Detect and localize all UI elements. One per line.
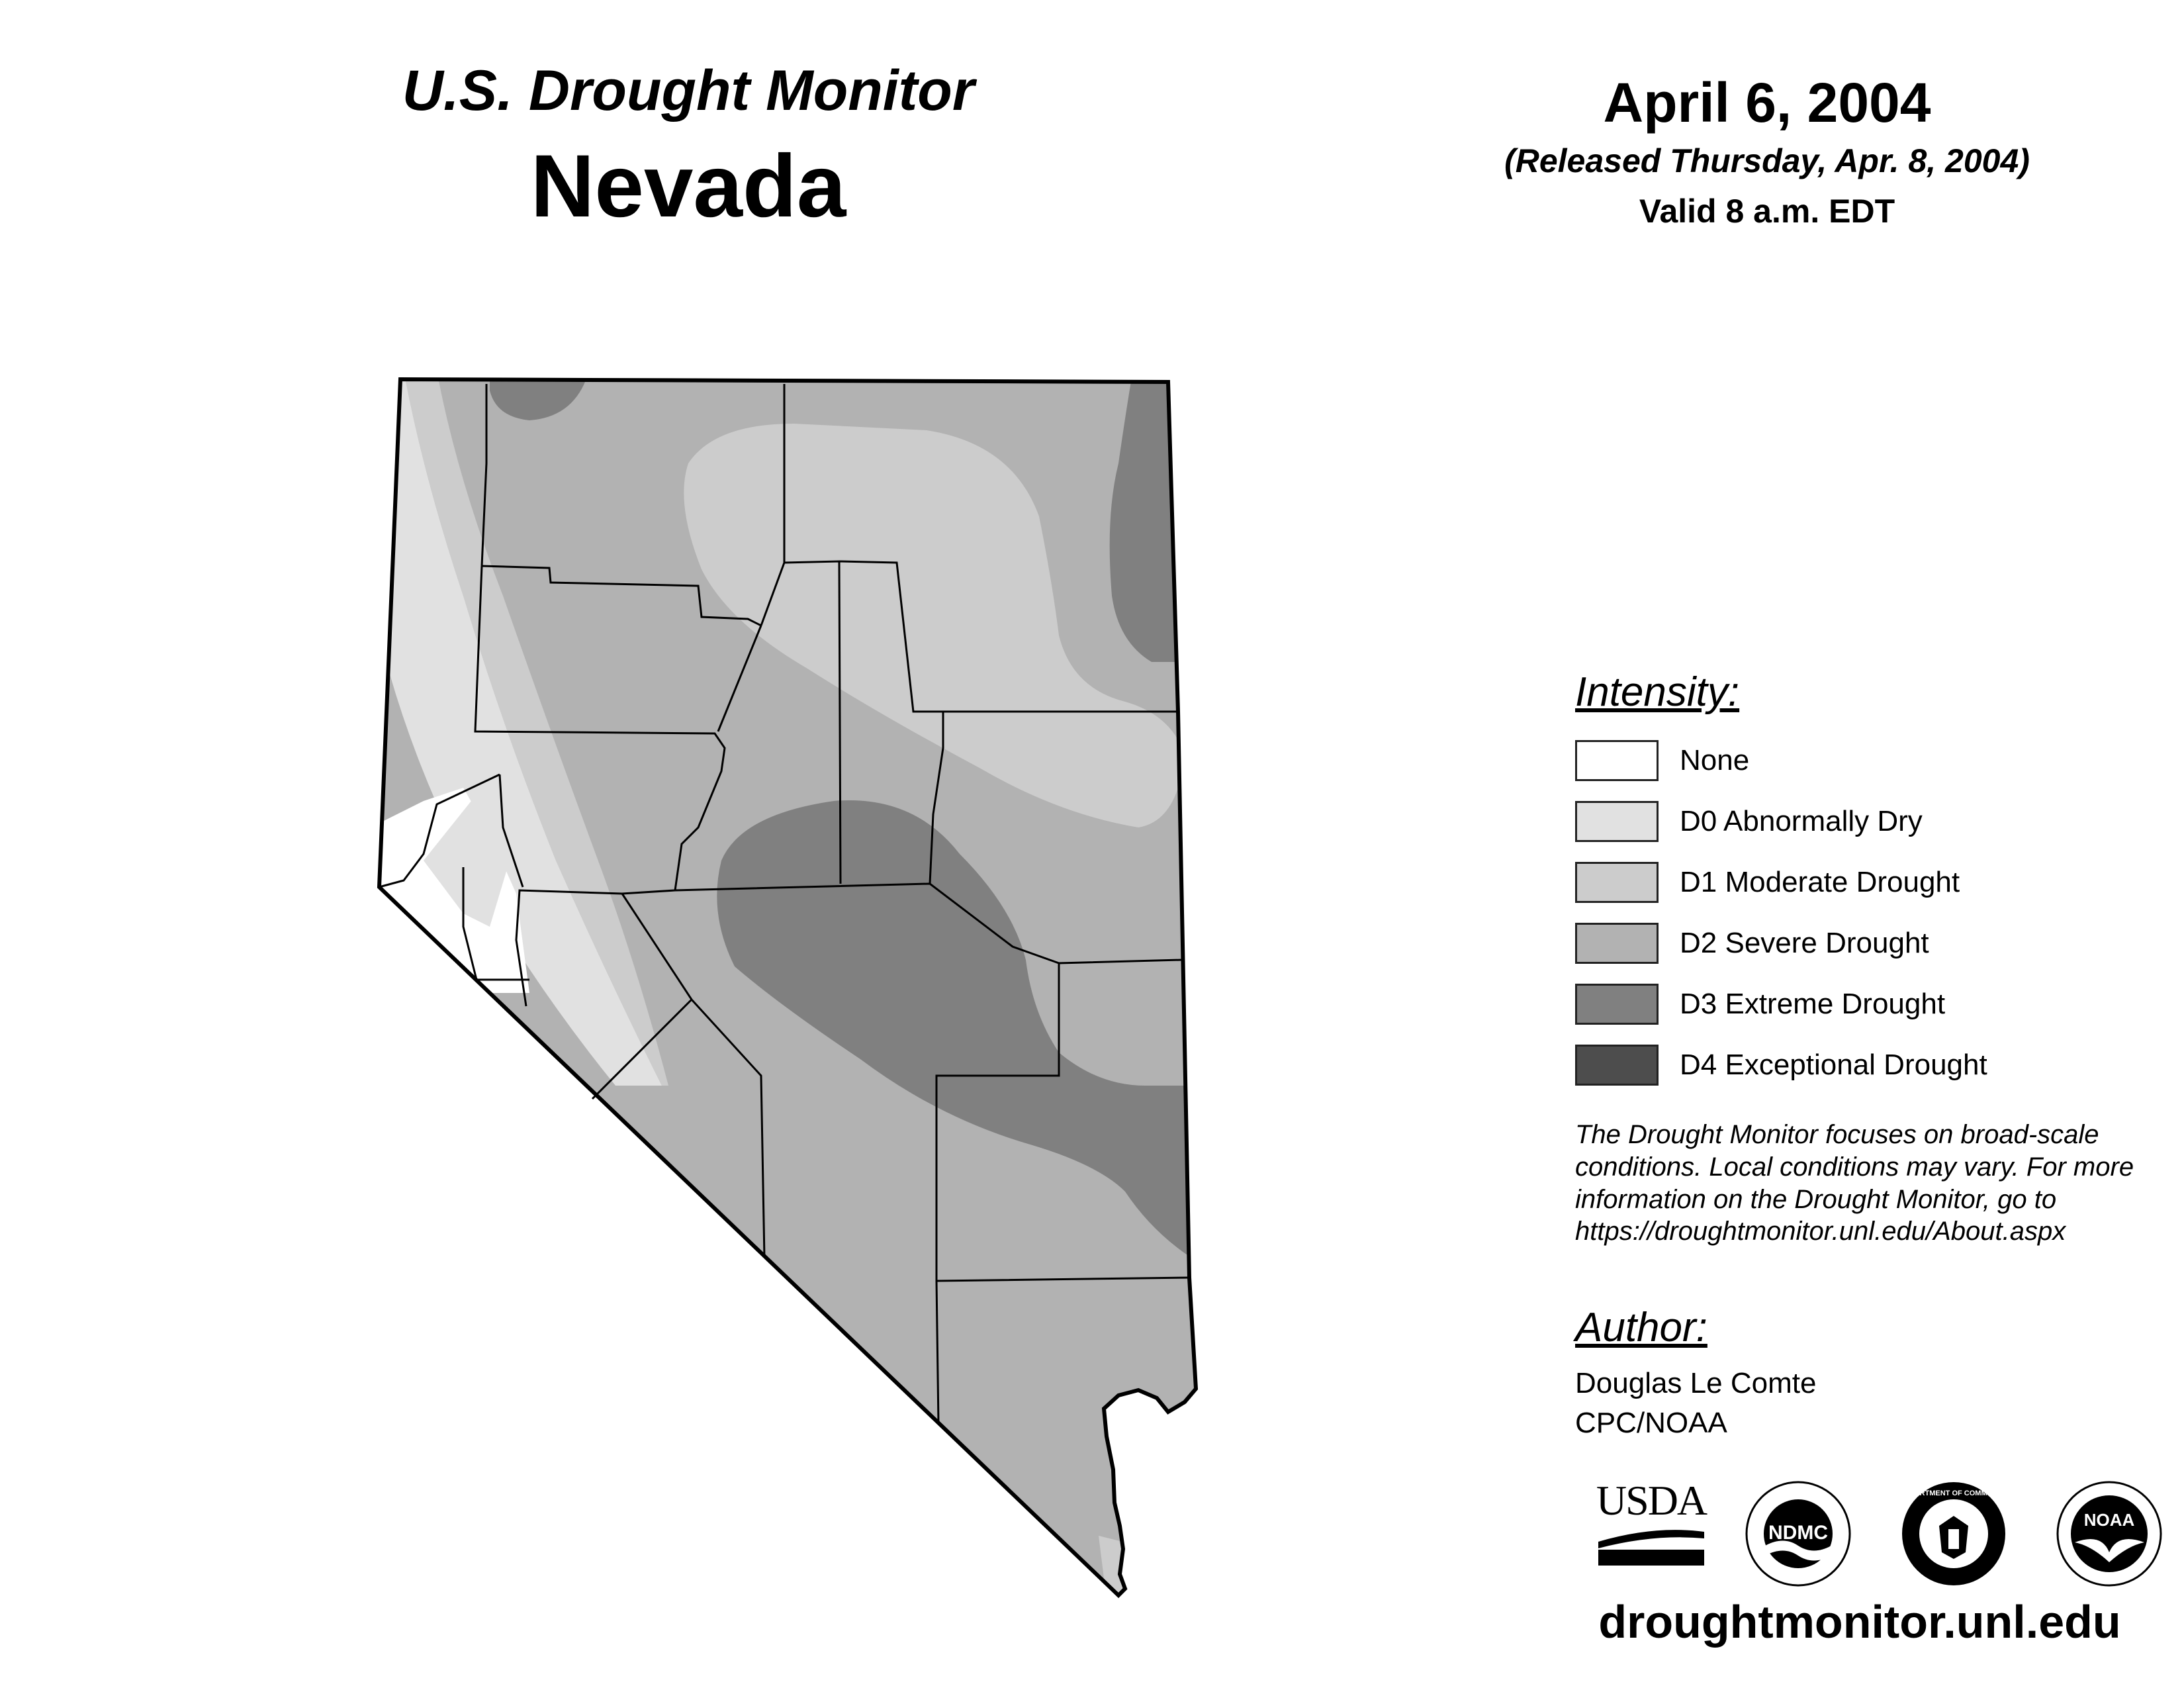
commerce-logo-text: DEPARTMENT OF COMMERCE: [1899, 1489, 2008, 1497]
legend-swatch: [1575, 801, 1659, 842]
legend-label: None: [1680, 744, 1750, 776]
legend-swatch: [1575, 923, 1659, 964]
usda-logo: [1595, 1479, 1707, 1566]
ndmc-logo: [1744, 1479, 1853, 1589]
legend-item-d1: [1575, 852, 2171, 913]
noaa-logo-text: NOAA: [2083, 1510, 2135, 1530]
legend-item-d4: [1575, 1035, 2171, 1096]
legend-label: D0 Abnormally Dry: [1680, 805, 1923, 837]
legend-swatch: [1575, 740, 1659, 781]
author-org: CPC/NOAA: [1575, 1407, 1727, 1439]
disclaimer-note: The Drought Monitor focuses on broad-scale conditions. Local conditions may vary. For more information on the Drought Monitor, go to https://droughtmonitor.unl.edu/About.aspx: [1575, 1120, 2134, 1246]
commerce-logo: [1899, 1479, 2009, 1589]
noaa-logo: [2055, 1479, 2164, 1589]
legend-item-d0: [1575, 791, 2171, 852]
legend-heading: Intensity:: [1575, 669, 1740, 715]
legend-label: D4 Exceptional Drought: [1680, 1049, 1987, 1081]
state-title: Nevada: [530, 137, 846, 236]
legend-item-d2: [1575, 913, 2171, 974]
legend-item-d3: [1575, 974, 2171, 1035]
legend-swatch: [1575, 862, 1659, 903]
legend-label: D1 Moderate Drought: [1680, 866, 1960, 898]
product-title: U.S. Drought Monitor: [402, 59, 975, 122]
legend-item-none: [1575, 730, 2171, 791]
legend-swatch: [1575, 1045, 1659, 1086]
release-date: (Released Thursday, Apr. 8, 2004): [1504, 142, 2030, 179]
author-name: Douglas Le Comte: [1575, 1367, 1817, 1399]
legend-label: D2 Severe Drought: [1680, 927, 1929, 959]
author-heading: Author:: [1575, 1305, 1707, 1350]
usda-logo-text: USDA: [1596, 1477, 1707, 1524]
ndmc-logo-text: NDMC: [1768, 1522, 1828, 1544]
date-block: [1430, 70, 2105, 230]
website-url[interactable]: droughtmonitor.unl.edu: [1598, 1596, 2121, 1648]
legend-swatch: [1575, 984, 1659, 1025]
d1-south-tip: [1099, 1536, 1132, 1595]
valid-time: Valid 8 a.m. EDT: [1639, 192, 1895, 230]
legend: [1575, 669, 2171, 1096]
map-date: April 6, 2004: [1603, 71, 1931, 134]
usda-logo-swoosh: [1595, 1522, 1707, 1568]
legend-label: D3 Extreme Drought: [1680, 988, 1946, 1020]
